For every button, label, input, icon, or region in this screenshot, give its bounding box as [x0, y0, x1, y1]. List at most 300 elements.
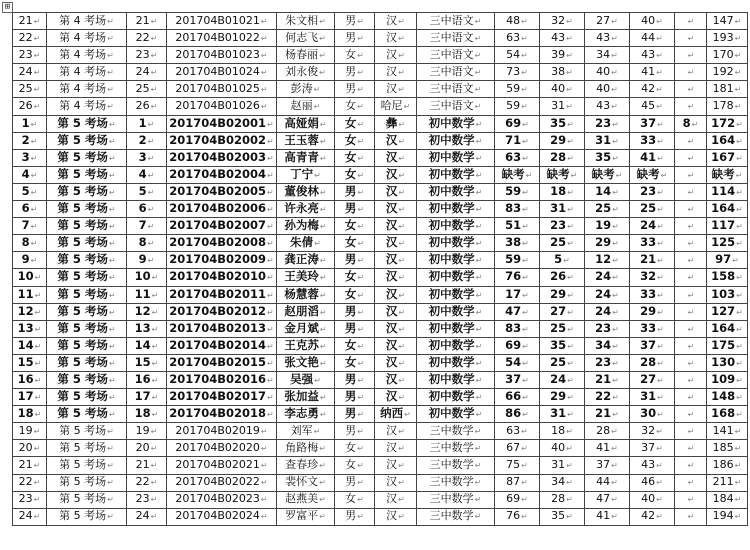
- cell-total[interactable]: [707, 320, 748, 337]
- cell-score-4[interactable]: [630, 457, 675, 474]
- cell-exam-id[interactable]: [167, 166, 277, 183]
- cell-score-1[interactable]: [495, 218, 540, 235]
- cell-ethnicity[interactable]: [375, 337, 417, 354]
- cell-score-2[interactable]: [540, 354, 585, 371]
- cell-score-4[interactable]: [630, 252, 675, 269]
- cell-ethnicity[interactable]: [375, 491, 417, 508]
- cell-gender[interactable]: [335, 13, 375, 30]
- cell-name[interactable]: [277, 183, 335, 200]
- cell-total[interactable]: [707, 132, 748, 149]
- cell-seq[interactable]: [13, 81, 47, 98]
- cell-seat-no[interactable]: [127, 252, 167, 269]
- cell-score-3[interactable]: [585, 286, 630, 303]
- cell-ethnicity[interactable]: [375, 98, 417, 115]
- cell-seq[interactable]: [13, 30, 47, 47]
- cell-subject[interactable]: [417, 320, 495, 337]
- cell-score-2[interactable]: [540, 474, 585, 491]
- cell-name[interactable]: [277, 508, 335, 525]
- cell-ethnicity[interactable]: [375, 218, 417, 235]
- cell-total[interactable]: [707, 98, 748, 115]
- cell-seq[interactable]: [13, 269, 47, 286]
- cell-subject[interactable]: [417, 47, 495, 64]
- cell-score-4[interactable]: [630, 508, 675, 525]
- cell-subject[interactable]: [417, 508, 495, 525]
- cell-exam-id[interactable]: [167, 406, 277, 423]
- cell-name[interactable]: [277, 389, 335, 406]
- cell-total[interactable]: [707, 115, 748, 132]
- cell-seat-no[interactable]: [127, 235, 167, 252]
- cell-score-1[interactable]: [495, 320, 540, 337]
- cell-subject[interactable]: [417, 371, 495, 388]
- cell-bonus[interactable]: [675, 440, 707, 457]
- cell-ethnicity[interactable]: [375, 354, 417, 371]
- cell-bonus[interactable]: [675, 371, 707, 388]
- cell-bonus[interactable]: [675, 218, 707, 235]
- cell-bonus[interactable]: [675, 13, 707, 30]
- cell-total[interactable]: [707, 201, 748, 218]
- cell-gender[interactable]: [335, 218, 375, 235]
- cell-score-2[interactable]: [540, 491, 585, 508]
- cell-score-4[interactable]: [630, 337, 675, 354]
- cell-gender[interactable]: [335, 47, 375, 64]
- cell-gender[interactable]: [335, 337, 375, 354]
- cell-exam-room[interactable]: [47, 371, 127, 388]
- cell-total[interactable]: [707, 166, 748, 183]
- cell-score-2[interactable]: [540, 218, 585, 235]
- cell-name[interactable]: [277, 303, 335, 320]
- cell-ethnicity[interactable]: [375, 423, 417, 440]
- cell-exam-id[interactable]: [167, 440, 277, 457]
- cell-gender[interactable]: [335, 457, 375, 474]
- cell-ethnicity[interactable]: [375, 235, 417, 252]
- cell-seat-no[interactable]: [127, 303, 167, 320]
- cell-seat-no[interactable]: [127, 81, 167, 98]
- cell-total[interactable]: [707, 474, 748, 491]
- cell-total[interactable]: [707, 235, 748, 252]
- cell-total[interactable]: [707, 64, 748, 81]
- cell-seq[interactable]: [13, 47, 47, 64]
- cell-name[interactable]: [277, 64, 335, 81]
- cell-exam-room[interactable]: [47, 235, 127, 252]
- cell-score-3[interactable]: [585, 13, 630, 30]
- cell-exam-room[interactable]: [47, 440, 127, 457]
- cell-exam-room[interactable]: [47, 508, 127, 525]
- cell-score-2[interactable]: [540, 47, 585, 64]
- cell-bonus[interactable]: [675, 508, 707, 525]
- cell-seq[interactable]: [13, 218, 47, 235]
- cell-exam-id[interactable]: [167, 303, 277, 320]
- cell-subject[interactable]: [417, 252, 495, 269]
- cell-subject[interactable]: [417, 132, 495, 149]
- cell-score-1[interactable]: [495, 491, 540, 508]
- cell-ethnicity[interactable]: [375, 371, 417, 388]
- cell-exam-id[interactable]: [167, 81, 277, 98]
- cell-subject[interactable]: [417, 337, 495, 354]
- cell-score-1[interactable]: [495, 440, 540, 457]
- cell-subject[interactable]: [417, 269, 495, 286]
- cell-subject[interactable]: [417, 354, 495, 371]
- cell-score-2[interactable]: [540, 457, 585, 474]
- cell-seat-no[interactable]: [127, 47, 167, 64]
- cell-score-3[interactable]: [585, 81, 630, 98]
- cell-subject[interactable]: [417, 457, 495, 474]
- cell-score-1[interactable]: [495, 149, 540, 166]
- cell-score-3[interactable]: [585, 389, 630, 406]
- cell-ethnicity[interactable]: [375, 30, 417, 47]
- cell-seat-no[interactable]: [127, 115, 167, 132]
- cell-score-4[interactable]: [630, 474, 675, 491]
- cell-score-4[interactable]: [630, 423, 675, 440]
- cell-exam-id[interactable]: [167, 371, 277, 388]
- cell-exam-id[interactable]: [167, 508, 277, 525]
- cell-exam-room[interactable]: [47, 81, 127, 98]
- cell-bonus[interactable]: [675, 354, 707, 371]
- cell-exam-room[interactable]: [47, 303, 127, 320]
- cell-bonus[interactable]: [675, 132, 707, 149]
- cell-ethnicity[interactable]: [375, 64, 417, 81]
- cell-seat-no[interactable]: [127, 406, 167, 423]
- cell-score-1[interactable]: [495, 474, 540, 491]
- cell-score-2[interactable]: [540, 166, 585, 183]
- cell-ethnicity[interactable]: [375, 474, 417, 491]
- cell-score-3[interactable]: [585, 252, 630, 269]
- cell-score-2[interactable]: [540, 115, 585, 132]
- cell-subject[interactable]: [417, 13, 495, 30]
- cell-bonus[interactable]: [675, 183, 707, 200]
- cell-exam-room[interactable]: [47, 389, 127, 406]
- cell-gender[interactable]: [335, 320, 375, 337]
- cell-seq[interactable]: [13, 64, 47, 81]
- cell-bonus[interactable]: [675, 201, 707, 218]
- cell-score-4[interactable]: [630, 166, 675, 183]
- cell-exam-room[interactable]: [47, 354, 127, 371]
- cell-name[interactable]: [277, 132, 335, 149]
- cell-subject[interactable]: [417, 115, 495, 132]
- cell-score-1[interactable]: [495, 269, 540, 286]
- cell-exam-room[interactable]: [47, 64, 127, 81]
- cell-seat-no[interactable]: [127, 389, 167, 406]
- cell-seq[interactable]: [13, 13, 47, 30]
- cell-score-2[interactable]: [540, 423, 585, 440]
- cell-score-3[interactable]: [585, 269, 630, 286]
- cell-seat-no[interactable]: [127, 423, 167, 440]
- cell-score-2[interactable]: [540, 13, 585, 30]
- cell-gender[interactable]: [335, 30, 375, 47]
- cell-seat-no[interactable]: [127, 166, 167, 183]
- cell-exam-id[interactable]: [167, 235, 277, 252]
- cell-gender[interactable]: [335, 132, 375, 149]
- cell-score-2[interactable]: [540, 183, 585, 200]
- cell-name[interactable]: [277, 474, 335, 491]
- cell-gender[interactable]: [335, 149, 375, 166]
- cell-exam-room[interactable]: [47, 269, 127, 286]
- cell-seq[interactable]: [13, 166, 47, 183]
- cell-score-4[interactable]: [630, 81, 675, 98]
- cell-subject[interactable]: [417, 406, 495, 423]
- cell-subject[interactable]: [417, 491, 495, 508]
- cell-score-4[interactable]: [630, 132, 675, 149]
- cell-score-3[interactable]: [585, 30, 630, 47]
- cell-subject[interactable]: [417, 423, 495, 440]
- cell-exam-id[interactable]: [167, 423, 277, 440]
- cell-seq[interactable]: [13, 149, 47, 166]
- cell-total[interactable]: [707, 406, 748, 423]
- cell-score-4[interactable]: [630, 64, 675, 81]
- cell-ethnicity[interactable]: [375, 81, 417, 98]
- cell-score-1[interactable]: [495, 337, 540, 354]
- cell-seat-no[interactable]: [127, 183, 167, 200]
- cell-ethnicity[interactable]: [375, 406, 417, 423]
- cell-gender[interactable]: [335, 286, 375, 303]
- cell-seat-no[interactable]: [127, 98, 167, 115]
- cell-gender[interactable]: [335, 508, 375, 525]
- cell-score-1[interactable]: [495, 457, 540, 474]
- cell-name[interactable]: [277, 320, 335, 337]
- cell-score-1[interactable]: [495, 132, 540, 149]
- cell-seq[interactable]: [13, 252, 47, 269]
- cell-name[interactable]: [277, 47, 335, 64]
- cell-exam-room[interactable]: [47, 252, 127, 269]
- cell-score-4[interactable]: [630, 406, 675, 423]
- cell-exam-room[interactable]: [47, 457, 127, 474]
- cell-gender[interactable]: [335, 440, 375, 457]
- cell-score-3[interactable]: [585, 303, 630, 320]
- cell-name[interactable]: [277, 337, 335, 354]
- cell-score-3[interactable]: [585, 183, 630, 200]
- cell-bonus[interactable]: [675, 320, 707, 337]
- cell-score-1[interactable]: [495, 508, 540, 525]
- cell-total[interactable]: [707, 423, 748, 440]
- cell-exam-room[interactable]: [47, 423, 127, 440]
- cell-score-4[interactable]: [630, 98, 675, 115]
- cell-subject[interactable]: [417, 389, 495, 406]
- cell-seq[interactable]: [13, 371, 47, 388]
- cell-score-3[interactable]: [585, 423, 630, 440]
- cell-exam-id[interactable]: [167, 47, 277, 64]
- cell-total[interactable]: [707, 508, 748, 525]
- cell-gender[interactable]: [335, 423, 375, 440]
- cell-score-3[interactable]: [585, 406, 630, 423]
- cell-gender[interactable]: [335, 474, 375, 491]
- cell-score-2[interactable]: [540, 389, 585, 406]
- cell-exam-id[interactable]: [167, 320, 277, 337]
- cell-total[interactable]: [707, 149, 748, 166]
- cell-gender[interactable]: [335, 303, 375, 320]
- cell-score-2[interactable]: [540, 235, 585, 252]
- cell-name[interactable]: [277, 406, 335, 423]
- cell-name[interactable]: [277, 269, 335, 286]
- cell-score-2[interactable]: [540, 406, 585, 423]
- cell-name[interactable]: [277, 440, 335, 457]
- cell-score-1[interactable]: [495, 303, 540, 320]
- cell-total[interactable]: [707, 491, 748, 508]
- cell-seq[interactable]: [13, 98, 47, 115]
- cell-score-1[interactable]: [495, 286, 540, 303]
- cell-score-2[interactable]: [540, 508, 585, 525]
- cell-ethnicity[interactable]: [375, 252, 417, 269]
- cell-score-1[interactable]: [495, 423, 540, 440]
- cell-ethnicity[interactable]: [375, 440, 417, 457]
- cell-score-4[interactable]: [630, 218, 675, 235]
- cell-total[interactable]: [707, 13, 748, 30]
- cell-subject[interactable]: [417, 235, 495, 252]
- cell-score-3[interactable]: [585, 218, 630, 235]
- cell-seq[interactable]: [13, 235, 47, 252]
- cell-gender[interactable]: [335, 389, 375, 406]
- cell-ethnicity[interactable]: [375, 13, 417, 30]
- cell-exam-room[interactable]: [47, 166, 127, 183]
- cell-gender[interactable]: [335, 491, 375, 508]
- cell-seq[interactable]: [13, 440, 47, 457]
- cell-exam-room[interactable]: [47, 337, 127, 354]
- cell-subject[interactable]: [417, 218, 495, 235]
- cell-score-3[interactable]: [585, 508, 630, 525]
- cell-score-4[interactable]: [630, 30, 675, 47]
- cell-seq[interactable]: [13, 132, 47, 149]
- cell-total[interactable]: [707, 303, 748, 320]
- cell-score-2[interactable]: [540, 303, 585, 320]
- cell-exam-id[interactable]: [167, 457, 277, 474]
- cell-name[interactable]: [277, 98, 335, 115]
- cell-gender[interactable]: [335, 269, 375, 286]
- cell-exam-id[interactable]: [167, 30, 277, 47]
- cell-seq[interactable]: [13, 457, 47, 474]
- cell-score-2[interactable]: [540, 98, 585, 115]
- cell-exam-room[interactable]: [47, 30, 127, 47]
- cell-gender[interactable]: [335, 166, 375, 183]
- cell-score-3[interactable]: [585, 440, 630, 457]
- cell-seat-no[interactable]: [127, 218, 167, 235]
- cell-gender[interactable]: [335, 115, 375, 132]
- cell-seq[interactable]: [13, 389, 47, 406]
- cell-exam-room[interactable]: [47, 406, 127, 423]
- cell-score-2[interactable]: [540, 337, 585, 354]
- cell-bonus[interactable]: [675, 303, 707, 320]
- cell-subject[interactable]: [417, 81, 495, 98]
- cell-ethnicity[interactable]: [375, 320, 417, 337]
- cell-name[interactable]: [277, 371, 335, 388]
- cell-bonus[interactable]: [675, 235, 707, 252]
- cell-exam-id[interactable]: [167, 132, 277, 149]
- cell-score-4[interactable]: [630, 491, 675, 508]
- cell-exam-id[interactable]: [167, 269, 277, 286]
- cell-score-4[interactable]: [630, 47, 675, 64]
- cell-seat-no[interactable]: [127, 491, 167, 508]
- cell-score-3[interactable]: [585, 166, 630, 183]
- cell-score-2[interactable]: [540, 320, 585, 337]
- cell-seat-no[interactable]: [127, 457, 167, 474]
- cell-seq[interactable]: [13, 337, 47, 354]
- cell-score-3[interactable]: [585, 149, 630, 166]
- table-move-handle-icon[interactable]: ⊞: [2, 2, 13, 13]
- cell-bonus[interactable]: [675, 30, 707, 47]
- cell-score-1[interactable]: [495, 389, 540, 406]
- cell-seq[interactable]: [13, 406, 47, 423]
- cell-bonus[interactable]: [675, 166, 707, 183]
- cell-exam-id[interactable]: [167, 13, 277, 30]
- cell-name[interactable]: [277, 81, 335, 98]
- cell-exam-id[interactable]: [167, 201, 277, 218]
- cell-exam-id[interactable]: [167, 491, 277, 508]
- cell-score-4[interactable]: [630, 235, 675, 252]
- cell-total[interactable]: [707, 81, 748, 98]
- cell-ethnicity[interactable]: [375, 149, 417, 166]
- cell-score-3[interactable]: [585, 491, 630, 508]
- cell-exam-room[interactable]: [47, 132, 127, 149]
- cell-score-1[interactable]: [495, 98, 540, 115]
- cell-gender[interactable]: [335, 406, 375, 423]
- cell-seat-no[interactable]: [127, 64, 167, 81]
- cell-bonus[interactable]: [675, 149, 707, 166]
- cell-name[interactable]: [277, 354, 335, 371]
- cell-seat-no[interactable]: [127, 269, 167, 286]
- cell-score-4[interactable]: [630, 269, 675, 286]
- cell-score-4[interactable]: [630, 354, 675, 371]
- cell-name[interactable]: [277, 149, 335, 166]
- cell-seat-no[interactable]: [127, 354, 167, 371]
- cell-subject[interactable]: [417, 98, 495, 115]
- cell-score-1[interactable]: [495, 201, 540, 218]
- cell-bonus[interactable]: [675, 457, 707, 474]
- cell-bonus[interactable]: [675, 389, 707, 406]
- cell-score-4[interactable]: [630, 183, 675, 200]
- cell-score-1[interactable]: [495, 406, 540, 423]
- cell-exam-room[interactable]: [47, 98, 127, 115]
- cell-score-4[interactable]: [630, 13, 675, 30]
- cell-exam-id[interactable]: [167, 354, 277, 371]
- cell-seq[interactable]: [13, 354, 47, 371]
- cell-exam-id[interactable]: [167, 474, 277, 491]
- cell-total[interactable]: [707, 30, 748, 47]
- cell-exam-room[interactable]: [47, 218, 127, 235]
- cell-score-2[interactable]: [540, 30, 585, 47]
- cell-score-4[interactable]: [630, 440, 675, 457]
- cell-score-4[interactable]: [630, 371, 675, 388]
- cell-seat-no[interactable]: [127, 440, 167, 457]
- cell-seq[interactable]: [13, 201, 47, 218]
- cell-score-1[interactable]: [495, 166, 540, 183]
- cell-score-3[interactable]: [585, 98, 630, 115]
- cell-name[interactable]: [277, 201, 335, 218]
- cell-bonus[interactable]: [675, 337, 707, 354]
- cell-seat-no[interactable]: [127, 371, 167, 388]
- cell-gender[interactable]: [335, 64, 375, 81]
- cell-seq[interactable]: [13, 183, 47, 200]
- cell-total[interactable]: [707, 252, 748, 269]
- cell-total[interactable]: [707, 269, 748, 286]
- cell-subject[interactable]: [417, 64, 495, 81]
- cell-subject[interactable]: [417, 201, 495, 218]
- cell-score-3[interactable]: [585, 235, 630, 252]
- cell-score-1[interactable]: [495, 30, 540, 47]
- cell-score-3[interactable]: [585, 337, 630, 354]
- cell-name[interactable]: [277, 457, 335, 474]
- cell-name[interactable]: [277, 115, 335, 132]
- cell-name[interactable]: [277, 286, 335, 303]
- cell-score-1[interactable]: [495, 64, 540, 81]
- cell-score-1[interactable]: [495, 354, 540, 371]
- cell-seat-no[interactable]: [127, 286, 167, 303]
- cell-score-3[interactable]: [585, 132, 630, 149]
- cell-bonus[interactable]: [675, 81, 707, 98]
- cell-seq[interactable]: [13, 423, 47, 440]
- cell-name[interactable]: [277, 491, 335, 508]
- cell-ethnicity[interactable]: [375, 132, 417, 149]
- cell-ethnicity[interactable]: [375, 286, 417, 303]
- cell-bonus[interactable]: [675, 423, 707, 440]
- cell-exam-room[interactable]: [47, 183, 127, 200]
- cell-exam-room[interactable]: [47, 13, 127, 30]
